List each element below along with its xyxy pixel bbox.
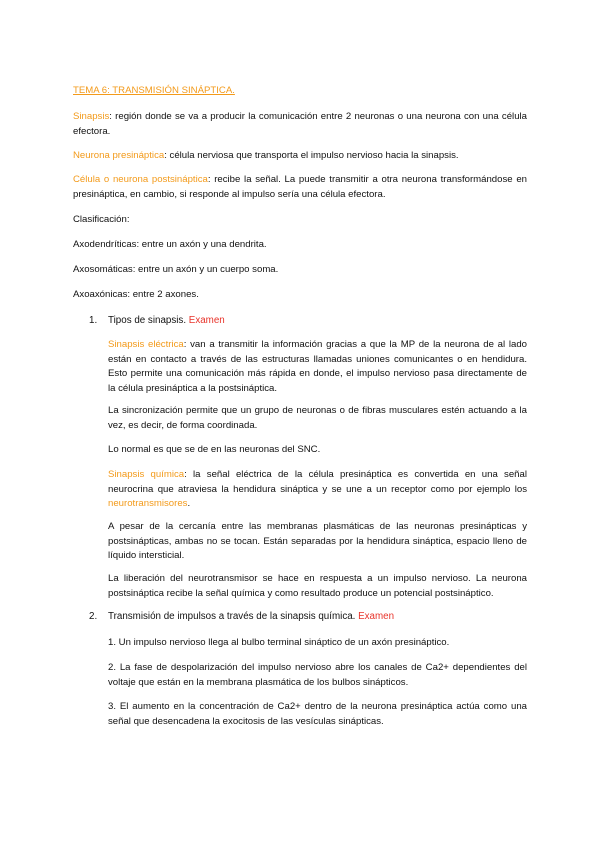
paragraph-text: : van a transmitir la información gracias a que la MP de la neurona de al lado están en contacto a través de las estructuras llamadas uniones comunicantes o en hendidura. Esto permite una comunicación más rápida en donde, el impulso nervioso pasa directamente de la célula presináptica a la postsináptica.: [108, 339, 527, 394]
section-number: 2.: [89, 611, 98, 622]
step-3: 3. El aumento en la concentración de Ca2+ dentro de la neurona presináptica actúa como una señal que desencadena la exocitosis de las vesículas sinápticas.: [108, 701, 527, 727]
term-sinapsis: Sinapsis: [73, 111, 110, 122]
clasificacion-item: Axodendríticas: entre un axón y una dendrita.: [73, 239, 267, 250]
definition-text: : célula nerviosa que transporta el impulso nervioso hacia la sinapsis.: [164, 150, 459, 161]
step-2: 2. La fase de despolarización del impulso nervioso abre los canales de Ca2+ dependientes del voltaje que están en la membrana plasmática de los bulbos sinápticos.: [108, 662, 527, 688]
definition-postsinaptica: [73, 173, 527, 202]
definition-text: : región donde se va a producir la comunicación entre 2 neuronas o una neurona con una célula efectora.: [73, 111, 527, 137]
paragraph-sinapsis-quimica: [108, 468, 527, 512]
term-sinapsis-electrica: Sinapsis eléctrica: [108, 339, 184, 350]
definition-sinapsis: [73, 110, 527, 139]
document-title: TEMA 6: TRANSMISIÓN SINÁPTICA.: [73, 85, 235, 96]
paragraph-cercania: A pesar de la cercanía entre las membranas plasmáticas de las neuronas presinápticas y postsinápticas, ambas no se tocan. Están separadas por la hendidura sináptica, espacio lleno de líquido intersticial.: [108, 521, 527, 561]
paragraph-sincronizacion: La sincronización permite que un grupo de neuronas o de fibras musculares estén actuando a la vez, es decir, de forma coordinada.: [108, 405, 527, 431]
examen-tag: Examen: [358, 611, 395, 622]
paragraph-text: : la señal eléctrica de la célula presináptica es convertida en una señal neurocrina que atraviesa la hendidura sináptica y se une a un receptor como por ejemplo los: [108, 469, 527, 495]
section1-heading: [108, 314, 527, 329]
step-1: 1. Un impulso nervioso llega al bulbo terminal sináptico de un axón presináptico.: [108, 637, 450, 648]
paragraph-normal: Lo normal es que se de en las neuronas del SNC.: [108, 444, 321, 455]
section-number: 1.: [89, 315, 98, 326]
term-neurona-presinaptica: Neurona presináptica: [73, 150, 165, 161]
clasificacion-item: Axosomáticas: entre un axón y un cuerpo soma.: [73, 264, 279, 275]
definition-neurona-presinaptica: [73, 149, 527, 164]
term-sinapsis-quimica: Sinapsis química: [108, 469, 185, 480]
paragraph-sinapsis-electrica: [108, 338, 527, 396]
examen-tag: Examen: [188, 315, 225, 326]
paragraph-liberacion: La liberación del neurotransmisor se hace en respuesta a un impulso nervioso. La neurona postsináptica recibe la señal química y como resultado produce un potencial postsináptico.: [108, 573, 527, 599]
paragraph-end: .: [187, 498, 191, 509]
neurotransmisores-link[interactable]: neurotransmisores: [108, 498, 188, 509]
section-title: Transmisión de impulsos a través de la sinapsis química.: [108, 611, 359, 622]
term-postsinaptica: Célula o neurona postsináptica: [73, 174, 208, 185]
clasificacion-heading: Clasificación:: [73, 214, 130, 225]
section-title: Tipos de sinapsis.: [108, 315, 189, 326]
clasificacion-item: Axoaxónicas: entre 2 axones.: [73, 289, 199, 300]
definition-text: : recibe la señal. La puede transmitir a otra neurona transformándose en presináptica, en cambio, si responde al impulso sería una célula efectora.: [73, 174, 527, 200]
section2-heading: [108, 610, 527, 625]
